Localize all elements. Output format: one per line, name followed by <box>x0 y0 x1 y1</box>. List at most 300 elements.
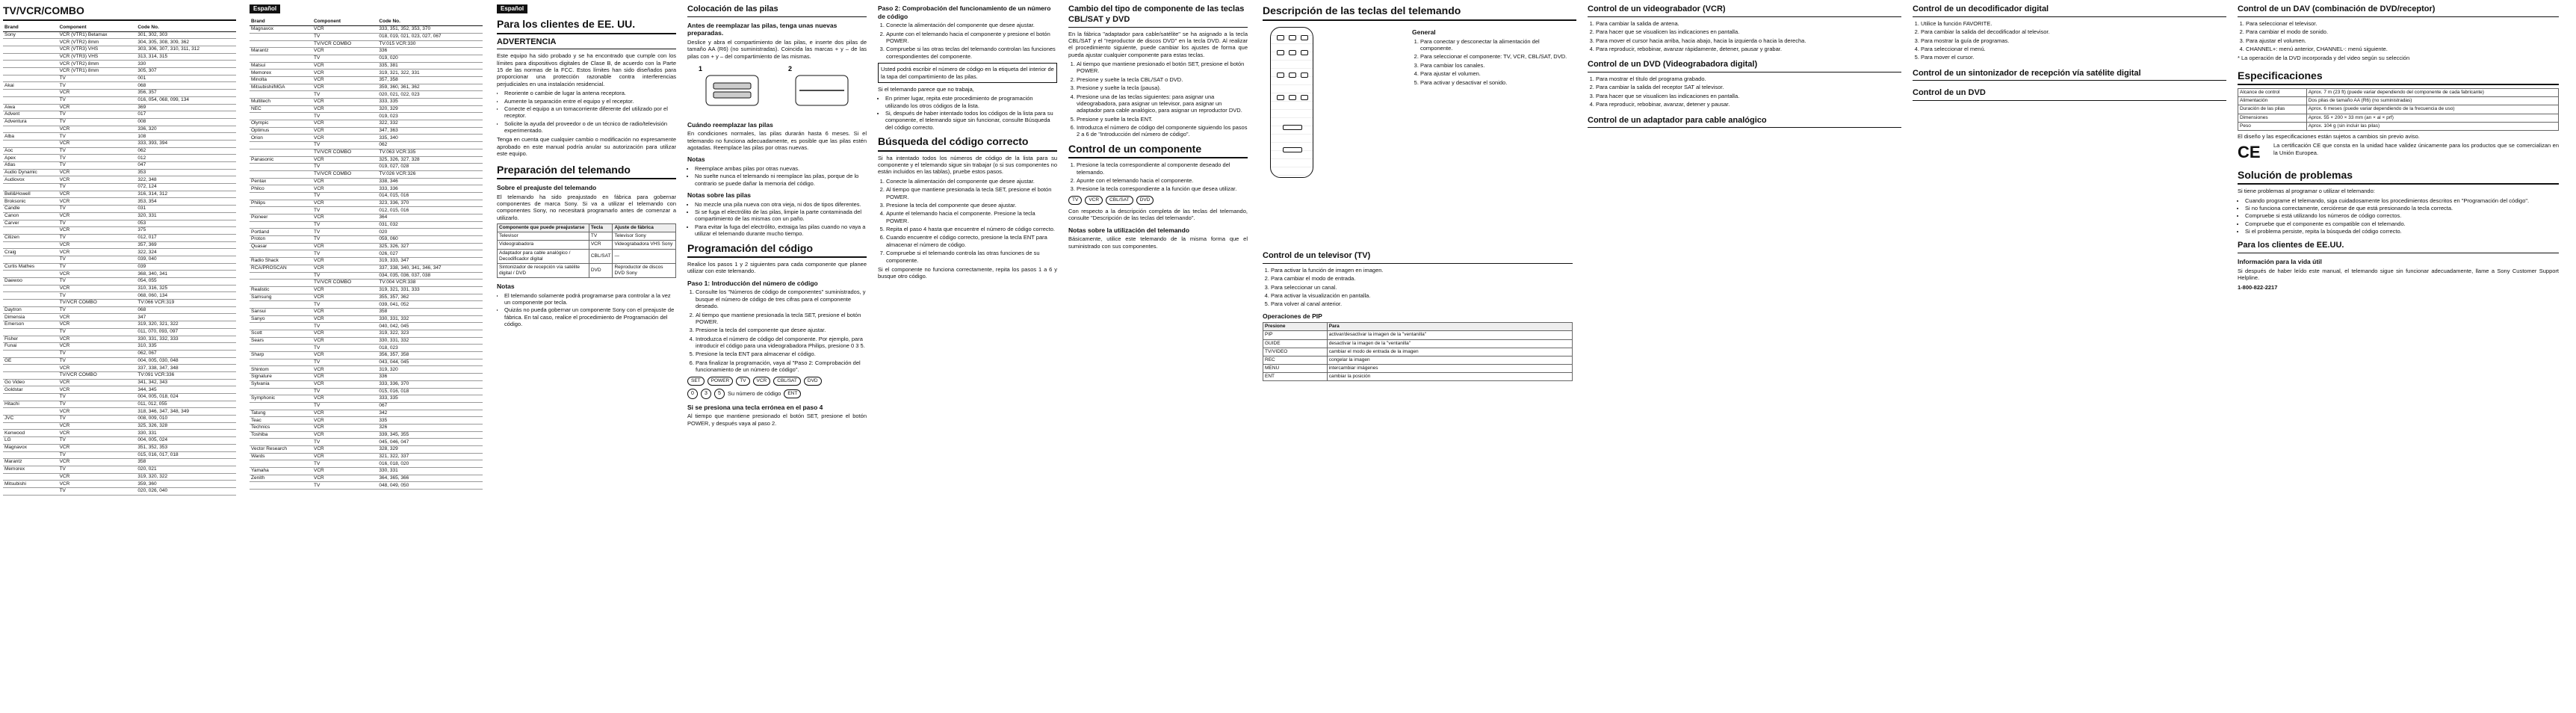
table-cell: Candle <box>3 206 58 213</box>
table-cell: 008 <box>136 118 236 126</box>
table-cell <box>3 487 58 495</box>
table-cell: 059, 060 <box>377 236 483 244</box>
table-cell: Realistic <box>250 286 312 294</box>
table-cell: Orion <box>250 135 312 142</box>
table-cell: 320, 329 <box>377 105 483 113</box>
step-item: 6. Introduzca el número de código del componente siguiendo los pasos 2 a 6 de "Introducción del número de código". <box>1077 124 1248 138</box>
troubleshooting-title: Solución de problemas <box>2238 169 2559 185</box>
decoder-column <box>1913 4 2226 104</box>
table-cell: TV <box>58 328 137 336</box>
table-row <box>3 82 236 90</box>
table-cell: 333, 335 <box>377 395 483 403</box>
table-row <box>250 352 483 359</box>
table-cell <box>3 75 58 82</box>
troubleshooting-list <box>2238 197 2559 235</box>
table-cell: 031, 032 <box>377 221 483 229</box>
list-item: 2. Para cambiar el modo de entrada. <box>1271 275 1573 282</box>
button-illustration <box>687 377 867 386</box>
table-cell: TV <box>312 142 377 149</box>
table-row <box>250 410 483 417</box>
table-row <box>3 451 236 459</box>
table-cell: VCR <box>58 473 137 481</box>
table-cell: Hitachi <box>3 401 58 408</box>
table-cell: VCR <box>58 140 137 147</box>
table-cell: 016, 054, 068, 099, 134 <box>136 96 236 104</box>
table-cell: 043, 044, 045 <box>377 359 483 366</box>
table-row <box>250 460 483 468</box>
power-button: POWER <box>708 377 734 386</box>
table-cell: TV:026 VCR:326 <box>377 170 483 178</box>
list-item: 2. Para hacer que se visualicen las indicaciones en pantalla. <box>1596 28 1901 35</box>
table-row <box>3 31 236 39</box>
table-row <box>250 76 483 84</box>
table-cell: TV <box>589 232 613 241</box>
table-cell: VCR <box>312 424 377 431</box>
table-cell: 357, 358 <box>377 76 483 84</box>
table-cell: VCR <box>312 265 377 272</box>
table-cell: 012 <box>136 155 236 162</box>
table-cell: VCR <box>312 446 377 454</box>
table-row <box>3 306 236 314</box>
table-row <box>3 155 236 162</box>
table-cell <box>3 451 58 459</box>
table-cell: Videograbadora <box>498 241 589 249</box>
table-row <box>3 234 236 241</box>
table-cell <box>3 473 58 481</box>
table-cell: VCR <box>58 459 137 466</box>
column-header: Code No. <box>136 24 236 32</box>
table-cell <box>3 408 58 416</box>
table-cell: 011, 012, 055 <box>136 401 236 408</box>
table-cell: TV <box>312 272 377 280</box>
table-cell: TV <box>58 357 137 365</box>
table-cell <box>3 285 58 292</box>
usage-notes-text: Básicamente, utilice este telemando de la misma forma que el suministrado con sus componentes. <box>1068 235 1248 250</box>
table-cell: TV <box>58 416 137 423</box>
check-code-column <box>878 4 1057 283</box>
table-cell: Aoc <box>3 147 58 155</box>
table-cell: Televisor <box>498 232 589 241</box>
table-cell: 364 <box>377 214 483 222</box>
table-row <box>3 104 236 111</box>
table-row <box>250 84 483 91</box>
fig-label-1: 1 <box>699 65 703 73</box>
table-row <box>3 386 236 394</box>
description-title: Descripción de las teclas del telemando <box>1263 4 1576 21</box>
cbl-sat-button: CBL/SAT <box>773 377 801 386</box>
ce-mark-logo: CE <box>2238 143 2261 162</box>
table-cell: 015, 016, 017, 018 <box>136 451 236 459</box>
table-cell: Pioneer <box>250 214 312 222</box>
table-cell: Alba <box>3 133 58 141</box>
table-cell: VCR (VTR3) VHS <box>58 53 137 61</box>
table-row <box>250 40 483 48</box>
table-row <box>250 374 483 381</box>
table-cell: TV/VCR COMBO <box>312 40 377 48</box>
table-cell: 014, 015, 016 <box>377 192 483 200</box>
table-cell: 020 <box>377 229 483 236</box>
table-row <box>250 113 483 120</box>
table-cell: TV/VCR COMBO <box>312 280 377 287</box>
table-cell <box>3 184 58 191</box>
table-cell: Aprox. 55 × 200 × 33 mm (an × al × prf) <box>2306 114 2558 122</box>
table-cell: GUIDE <box>1263 339 1328 348</box>
table-row <box>3 162 236 170</box>
table-cell: 335, 381 <box>377 62 483 70</box>
button-description-page <box>1263 0 2563 713</box>
table-cell: 333, 335 <box>377 99 483 106</box>
table-cell: Sharp <box>250 352 312 359</box>
table-cell: Proton <box>250 236 312 244</box>
table-row <box>250 91 483 99</box>
table-row <box>3 227 236 235</box>
table-cell: 048, 049, 050 <box>377 482 483 490</box>
table-cell: VCR <box>312 453 377 460</box>
table-row <box>3 473 236 481</box>
remote-key-icon <box>1277 95 1284 100</box>
dav-note: * La operación de la DVD incorporada y del video según su selección <box>2238 55 2410 62</box>
table-row <box>3 169 236 176</box>
programming-title: Programación del código <box>687 242 867 259</box>
table-cell: 333, 393, 394 <box>136 140 236 147</box>
table-row <box>3 147 236 155</box>
table-cell: VCR <box>58 430 137 437</box>
table-row <box>250 468 483 475</box>
table-row <box>3 466 236 473</box>
table-cell: 017 <box>136 111 236 119</box>
table-cell: VCR <box>58 90 137 97</box>
preset-table <box>497 223 676 278</box>
table-cell: Symphonic <box>250 395 312 403</box>
table-row <box>3 126 236 133</box>
table-cell: Apex <box>3 155 58 162</box>
table-row <box>3 53 236 61</box>
table-row <box>3 111 236 119</box>
step-item: 6. Cuando encuentre el código correcto, presione la tecla ENT para almacenar el número de código. <box>886 234 1057 248</box>
table-cell: RCA/PROSCAN <box>250 265 312 272</box>
list-item: 4. Para reproducir, rebobinar, avanzar rápidamente, detener, pausar y grabar. <box>1596 46 1901 52</box>
table-cell: Magnavox <box>3 444 58 451</box>
search-steps <box>878 178 1057 264</box>
list-item: 5. Para mover el cursor. <box>1921 54 2226 61</box>
table-cell <box>3 46 58 54</box>
table-cell: 347, 363 <box>377 127 483 135</box>
satellite-title: Control de un sintonizador de recepción vía satélite digital <box>1913 69 2226 81</box>
table-row <box>250 286 483 294</box>
table-cell: 330, 331, 332 <box>377 337 483 345</box>
table-cell: 319, 320, 322 <box>136 473 236 481</box>
cbl-sat-button: CBL/SAT <box>1106 196 1133 205</box>
tv-list <box>1263 267 1573 308</box>
table-cell: TV <box>58 466 137 473</box>
table-cell: TV:015 VCR:330 <box>377 40 483 48</box>
table-row <box>3 365 236 372</box>
table-cell: Philco <box>250 185 312 193</box>
table-cell: 316, 314, 312 <box>136 191 236 198</box>
table-cell: 325, 326, 327 <box>377 243 483 250</box>
table-cell: VCR <box>312 76 377 84</box>
table-row <box>3 408 236 416</box>
table-cell: Reproductor de discos DVD Sony <box>613 263 676 277</box>
table-cell <box>250 55 312 62</box>
list-item: • Cuando programe el telemando, siga cuidadosamente los procedimientos descritos en "Programación del código". <box>2245 197 2559 204</box>
list-item: 1. Utilice la función FAVORITE. <box>1921 20 2226 27</box>
tv-section <box>1263 251 1573 383</box>
table-cell: Teac <box>250 417 312 425</box>
table-cell: 319, 320 <box>377 366 483 374</box>
table-row <box>250 200 483 207</box>
step-item: 2. Al tiempo que mantiene presionada la tecla SET, presione el botón POWER. <box>696 312 867 326</box>
batteries-title: Colocación de las pilas <box>687 4 867 17</box>
table-row <box>3 444 236 451</box>
table-cell: 018, 019, 021, 023, 027, 067 <box>377 33 483 40</box>
digits-illustration <box>687 389 867 399</box>
table-row <box>250 142 483 149</box>
column-header: Brand <box>250 18 312 26</box>
table-row <box>250 380 483 388</box>
table-cell: 375 <box>136 227 236 235</box>
table-cell: TV:004 VCR:338 <box>377 280 483 287</box>
when-text: En condiciones normales, las pilas durarán hasta 6 meses. Si el telemando no funciona adecuadamente, es posible que las pilas estén agotadas. Reemplace las pilas por otras nuevas. <box>687 130 867 151</box>
table-row <box>3 249 236 256</box>
step-item: 7. Compruebe si el telemando controla las otras funciones de su componente. <box>886 250 1057 264</box>
table-row <box>250 417 483 425</box>
digit-5: 5 <box>714 389 725 399</box>
list-item: 1. Para conectar y desconectar la alimentación del componente. <box>1420 38 1573 52</box>
customer-title: Para los clientes de EE. UU. <box>497 18 676 34</box>
code-list-page-2 <box>247 0 486 713</box>
table-row <box>3 481 236 488</box>
table-row <box>250 315 483 323</box>
step-item: 1. Al tiempo que mantiene presionado el botón SET, presione el botón POWER. <box>1077 61 1248 75</box>
battery-icon <box>713 92 751 98</box>
dvd-recorder-title: Control de un DVD (Videograbadora digital) <box>1588 60 1901 72</box>
table-cell: TV <box>312 221 377 229</box>
digit-0: 0 <box>687 389 698 399</box>
table-row <box>1263 339 1573 348</box>
table-row <box>250 258 483 265</box>
list-item: • Reoriente o cambie de lugar la antena receptora. <box>504 90 676 96</box>
table-cell: VCR <box>312 366 377 374</box>
remote-key-icon <box>1283 125 1302 130</box>
table-row <box>250 178 483 185</box>
wrong-key-text: Al tiempo que mantiene presionado el botón SET, presione el botón POWER, y después vaya al paso 2. <box>687 413 867 427</box>
prep-text: El telemando ha sido preajustado en fábrica para gobernar componentes de marca Sony. Si va a utilizar el telemando con componentes Sony, no necesitará programarlo antes de comenzar a utilizarlo. <box>497 193 676 221</box>
table-cell: VCR <box>58 408 137 416</box>
table-cell: VCR <box>58 249 137 256</box>
table-cell: TV/VCR COMBO <box>312 149 377 156</box>
list-item: 3. Para mostrar la guía de programas. <box>1921 37 2226 44</box>
search-title: Búsqueda del código correcto <box>878 135 1057 152</box>
table-cell <box>250 91 312 99</box>
table-cell <box>250 280 312 287</box>
batteries-text: Deslice y abra el compartimiento de las pilas, e inserte dos pilas de tamaño AA (R6) (no suministradas). Coincida las marcas + y – de las pilas con + y – del compartimiento de las mismas. <box>687 39 867 60</box>
table-cell: TV <box>58 220 137 227</box>
table-row <box>250 366 483 374</box>
table-row <box>1263 331 1573 339</box>
table-cell: VCR <box>312 70 377 77</box>
search-note: Si el componente no funciona correctamente, repita los pasos 1 a 6 y busque otro código. <box>878 265 1057 280</box>
table-cell: 004, 005, 024 <box>136 437 236 445</box>
table-cell: CBL/SAT <box>589 249 613 263</box>
table-cell: 004, 005, 030, 048 <box>136 357 236 365</box>
table-cell: VCR <box>312 337 377 345</box>
table-cell: 319, 321, 322, 331 <box>377 70 483 77</box>
table-row <box>3 416 236 423</box>
step-item: 6. Para finalizar la programación, vaya al "Paso 2: Comprobación del funcionamiento de un número de código". <box>696 359 867 374</box>
table-row <box>3 68 236 75</box>
table-cell: 067 <box>377 402 483 410</box>
table-cell: TV <box>58 75 137 82</box>
table-cell: TV <box>312 439 377 446</box>
table-cell: TV <box>58 350 137 357</box>
warning-column <box>497 4 676 330</box>
table-cell: Multitech <box>250 99 312 106</box>
table-row <box>250 120 483 128</box>
table-row <box>250 280 483 287</box>
table-row <box>250 395 483 403</box>
list-item: • Solicite la ayuda del proveedor o de un técnico de radio/televisión experimentado. <box>504 120 676 135</box>
table-cell: Atlas <box>3 162 58 170</box>
table-cell: VCR <box>312 185 377 193</box>
table-row <box>3 292 236 300</box>
remote-key-icon <box>1289 35 1296 40</box>
table-cell: 351, 352, 353 <box>136 444 236 451</box>
table-row <box>3 314 236 321</box>
table-cell: VCR <box>58 481 137 488</box>
table-row <box>250 388 483 395</box>
table-cell: TV <box>58 162 137 170</box>
control-title: Control de un componente <box>1068 143 1248 159</box>
table-row <box>250 323 483 330</box>
table-cell: Samsung <box>250 294 312 301</box>
table-cell: Minolta <box>250 76 312 84</box>
table-cell: 062 <box>377 142 483 149</box>
table-cell: Adaptador para cable analógico / Decodificador digital <box>498 249 589 263</box>
table-cell: Tatung <box>250 410 312 417</box>
code-list-column <box>3 4 236 496</box>
table-cell: VCR <box>58 176 137 184</box>
table-cell: VCR <box>58 422 137 430</box>
table-row <box>3 487 236 495</box>
list-item: 2. Para seleccionar el componente: TV, VCR, CBL/SAT, DVD. <box>1420 53 1573 60</box>
table-cell: TV <box>58 437 137 445</box>
us-customers-text: Si después de haber leído este manual, el telemando sigue sin funcionar adecuadamente, llame a Sony Customer Support Helpline. <box>2238 267 2559 282</box>
table-row <box>250 431 483 439</box>
table-cell: Duración de las pilas <box>2238 105 2307 114</box>
table-cell: 335, 340 <box>377 135 483 142</box>
step-item: 3. Presione la tecla del componente que desee ajustar. <box>696 327 867 333</box>
table-row <box>1263 348 1573 356</box>
table-cell <box>250 170 312 178</box>
table-row <box>3 371 236 379</box>
list-item: 4. Para activar la visualización en pantalla. <box>1271 292 1573 299</box>
table-cell: 019, 023 <box>377 113 483 120</box>
table-row <box>3 379 236 386</box>
table-cell: VCR <box>312 315 377 323</box>
table-cell: TV <box>312 164 377 171</box>
table-cell: 341, 342, 343 <box>136 379 236 386</box>
step-item: 2. Apunte con el telemando hacia el componente. <box>1077 177 1248 184</box>
step-item: 1. Conecte la alimentación del componente que desee ajustar. <box>886 178 1057 185</box>
table-cell: Technics <box>250 424 312 431</box>
table-cell: TV/VCR COMBO <box>58 371 137 379</box>
page-title: TV/VCR/COMBO <box>3 4 236 21</box>
table-cell: 304, 305, 308, 309, 362 <box>136 39 236 46</box>
table-cell: VCR <box>312 286 377 294</box>
table-cell <box>3 126 58 133</box>
table-cell: cambiar la posición <box>1327 373 1572 381</box>
table-cell: 053 <box>136 220 236 227</box>
step2-list <box>878 22 1057 60</box>
table-cell: 318, 346, 347, 348, 349 <box>136 408 236 416</box>
step-item: 3. Presione la tecla correspondiente a la función que desea utilizar. <box>1077 185 1248 192</box>
table-cell: 359, 360, 361, 362 <box>377 84 483 91</box>
list-item: 4. CHANNEL+: menú anterior, CHANNEL-: menú siguiente. <box>2246 46 2559 52</box>
list-item: 1. Para seleccionar el televisor. <box>2246 20 2559 27</box>
list-item: 4. Para seleccionar el menú. <box>1921 46 2226 52</box>
table-cell: VCR <box>312 431 377 439</box>
table-row <box>498 241 676 249</box>
table-cell <box>3 292 58 300</box>
usage-notes-title: Notas sobre la utilización del telemando <box>1068 226 1190 234</box>
table-cell: 040, 042, 045 <box>377 323 483 330</box>
table-cell: Alimentación <box>2238 97 2307 105</box>
table-cell: 020, 021 <box>136 466 236 473</box>
table-cell: TV <box>58 133 137 141</box>
if-not-list <box>878 95 1057 131</box>
table-row <box>3 220 236 227</box>
table-row <box>250 439 483 446</box>
list-item: 5. Para volver al canal anterior. <box>1271 300 1573 307</box>
helpline-number: 1-800-822-2217 <box>2238 283 2278 291</box>
table-cell <box>250 142 312 149</box>
table-cell: 305, 307 <box>136 68 236 75</box>
table-cell: 330, 331, 332, 333 <box>136 336 236 343</box>
table-cell: 330, 331 <box>136 430 236 437</box>
table-cell: Alcance de control <box>2238 89 2307 97</box>
table-cell: 062, 067 <box>136 350 236 357</box>
table-cell: TV <box>58 234 137 241</box>
table-cell: Citizen <box>3 234 58 241</box>
table-cell: 034, 035, 036, 037, 038 <box>377 272 483 280</box>
table-cell: 321, 322, 337 <box>377 453 483 460</box>
list-item: • No suelte nunca el telemando ni reemplace las pilas, porque de lo contrario se puede dañar la memoria del código. <box>695 173 867 187</box>
table-cell <box>3 140 58 147</box>
table-cell: DVD <box>589 263 613 277</box>
table-cell: Magnavox <box>250 26 312 34</box>
table-row <box>250 345 483 352</box>
dav-list <box>2238 20 2559 53</box>
column-header: Component <box>58 24 137 32</box>
table-cell: Craig <box>3 249 58 256</box>
table-cell <box>3 256 58 263</box>
programming-text: Realice los pasos 1 y 2 siguientes para cada componente que planee utilizar con este telemando. <box>687 261 867 275</box>
table-cell: TV/VCR COMBO <box>58 300 137 307</box>
table-cell: TV <box>312 301 377 309</box>
table-cell: Sony <box>3 31 58 39</box>
table-cell: GE <box>3 357 58 365</box>
table-row <box>3 46 236 54</box>
table-row <box>250 164 483 171</box>
list-item: • Si se fuga el electrólito de las pilas, limpie la parte contaminada del compartimiento de las mismas con un paño. <box>695 209 867 223</box>
table-row <box>250 337 483 345</box>
table-cell: Goldstar <box>3 386 58 394</box>
table-cell: 353 <box>136 169 236 176</box>
table-cell: 310, 335 <box>136 343 236 351</box>
table-cell: 357, 369 <box>136 241 236 249</box>
table-cell: TV <box>58 278 137 285</box>
